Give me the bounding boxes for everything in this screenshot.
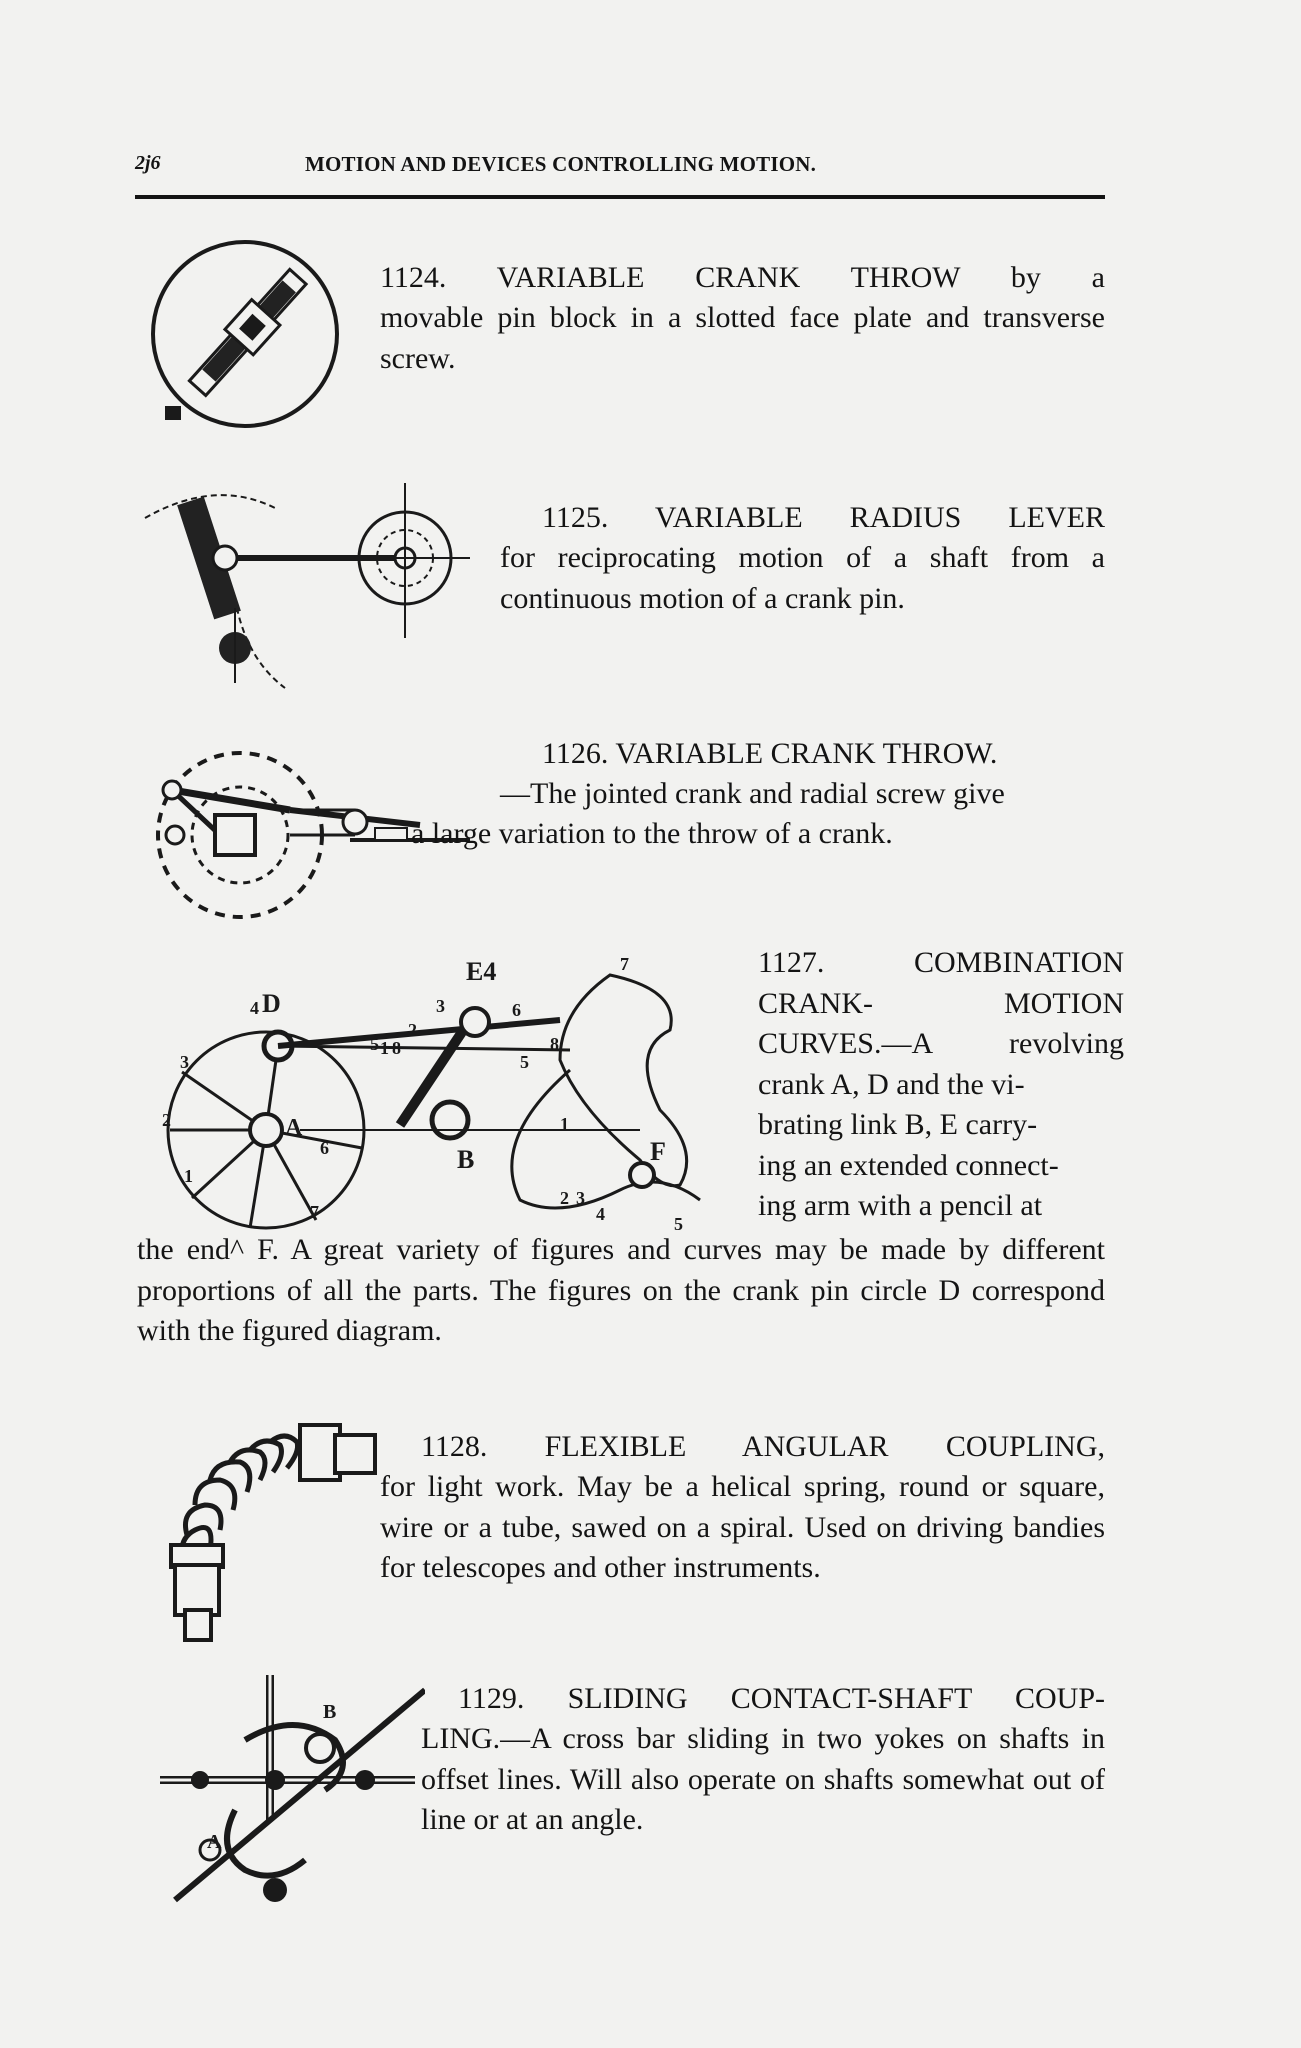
entry-1124 <box>380 258 1105 299</box>
entry-1126-line2: —The jointed crank and radial screw give <box>500 777 1005 810</box>
svg-text:5: 5 <box>674 1214 683 1234</box>
entry-1126-heading: 1126. VARIABLE CRANK THROW. <box>542 737 998 770</box>
page-header <box>135 146 1105 186</box>
svg-text:5: 5 <box>370 1034 379 1054</box>
slotted-face-plate-icon <box>145 238 345 438</box>
entry-1129 <box>458 1679 1105 1720</box>
svg-text:7: 7 <box>310 1202 319 1222</box>
svg-text:8: 8 <box>392 1038 401 1058</box>
entry-1125 <box>542 498 1105 539</box>
svg-text:E4: E4 <box>466 957 497 986</box>
svg-text:A: A <box>285 1115 303 1141</box>
svg-text:7: 7 <box>620 954 629 974</box>
header-rule <box>135 195 1105 199</box>
entry-1128-body: for light work. May be a helical spring, round or square, wire or a tube, sawed on a spiral. Used on driving bandies for telescopes and other instruments. <box>380 1470 1105 1584</box>
svg-text:6: 6 <box>512 1000 521 1020</box>
svg-text:2: 2 <box>162 1110 171 1130</box>
entry-1124-body: movable pin block in a slotted face plate and transverse screw. <box>380 301 1105 375</box>
svg-text:B: B <box>457 1145 475 1174</box>
radius-lever-icon <box>135 478 475 698</box>
svg-text:3: 3 <box>436 996 445 1016</box>
helical-spring-coupling-icon <box>165 1420 380 1650</box>
svg-text:2: 2 <box>560 1188 569 1208</box>
svg-text:3: 3 <box>576 1188 585 1208</box>
svg-text:4: 4 <box>596 1204 605 1224</box>
svg-text:1: 1 <box>184 1166 193 1186</box>
running-title: MOTION AND DEVICES CONTROLLING MOTION. <box>305 152 817 176</box>
svg-text:F: F <box>650 1137 666 1166</box>
svg-text:1: 1 <box>380 1038 389 1058</box>
entry-1128 <box>421 1427 1105 1468</box>
svg-text:D: D <box>262 989 281 1018</box>
entry-1125-body: for reciprocating motion of a shaft from a continuous motion of a crank pin. <box>500 541 1105 615</box>
svg-text:B: B <box>323 1701 337 1723</box>
entry-1128-heading: 1128. FLEXIBLE ANGULAR COUPLING, <box>421 1430 1105 1463</box>
svg-text:8: 8 <box>550 1034 559 1054</box>
combination-curves-icon <box>140 950 740 1240</box>
entry-1127-heading: 1127. COMBINATION CRANK- MOTION CURVES.—A revolving crank A, D and the vi- brating link B, E carry- ing an extended connect- ing arm with a pencil at <box>758 946 1124 1222</box>
entry-1125-heading: 1125. VARIABLE RADIUS LEVER <box>542 501 1105 534</box>
page-number: 2j6 <box>135 152 161 174</box>
entry-1129-body: LING.—A cross bar sliding in two yokes on shafts in offset lines. Will also operate on shafts somewhat out of line or at an angle. <box>421 1722 1105 1836</box>
entry-1124-heading: 1124. VARIABLE CRANK THROW by a <box>380 261 1105 294</box>
svg-text:4: 4 <box>250 998 259 1018</box>
svg-text:A: A <box>207 1831 222 1853</box>
svg-text:1: 1 <box>560 1114 569 1134</box>
entry-1126-line3: a large variation to the throw of a crank. <box>411 817 893 850</box>
sliding-yoke-coupling-icon <box>155 1670 425 1910</box>
entry-1129-heading: 1129. SLIDING CONTACT-SHAFT COUP- <box>458 1682 1105 1715</box>
svg-text:2: 2 <box>408 1020 417 1040</box>
svg-text:6: 6 <box>320 1138 329 1158</box>
entry-1127-continuation: the end^ F. A great variety of figures and curves may be made by different proportions of all the parts. The figures on the crank pin circle D correspond with the figured diagram. <box>137 1233 1105 1347</box>
entry-1126 <box>542 734 1105 775</box>
svg-text:3: 3 <box>180 1052 189 1072</box>
svg-text:5: 5 <box>520 1052 529 1072</box>
